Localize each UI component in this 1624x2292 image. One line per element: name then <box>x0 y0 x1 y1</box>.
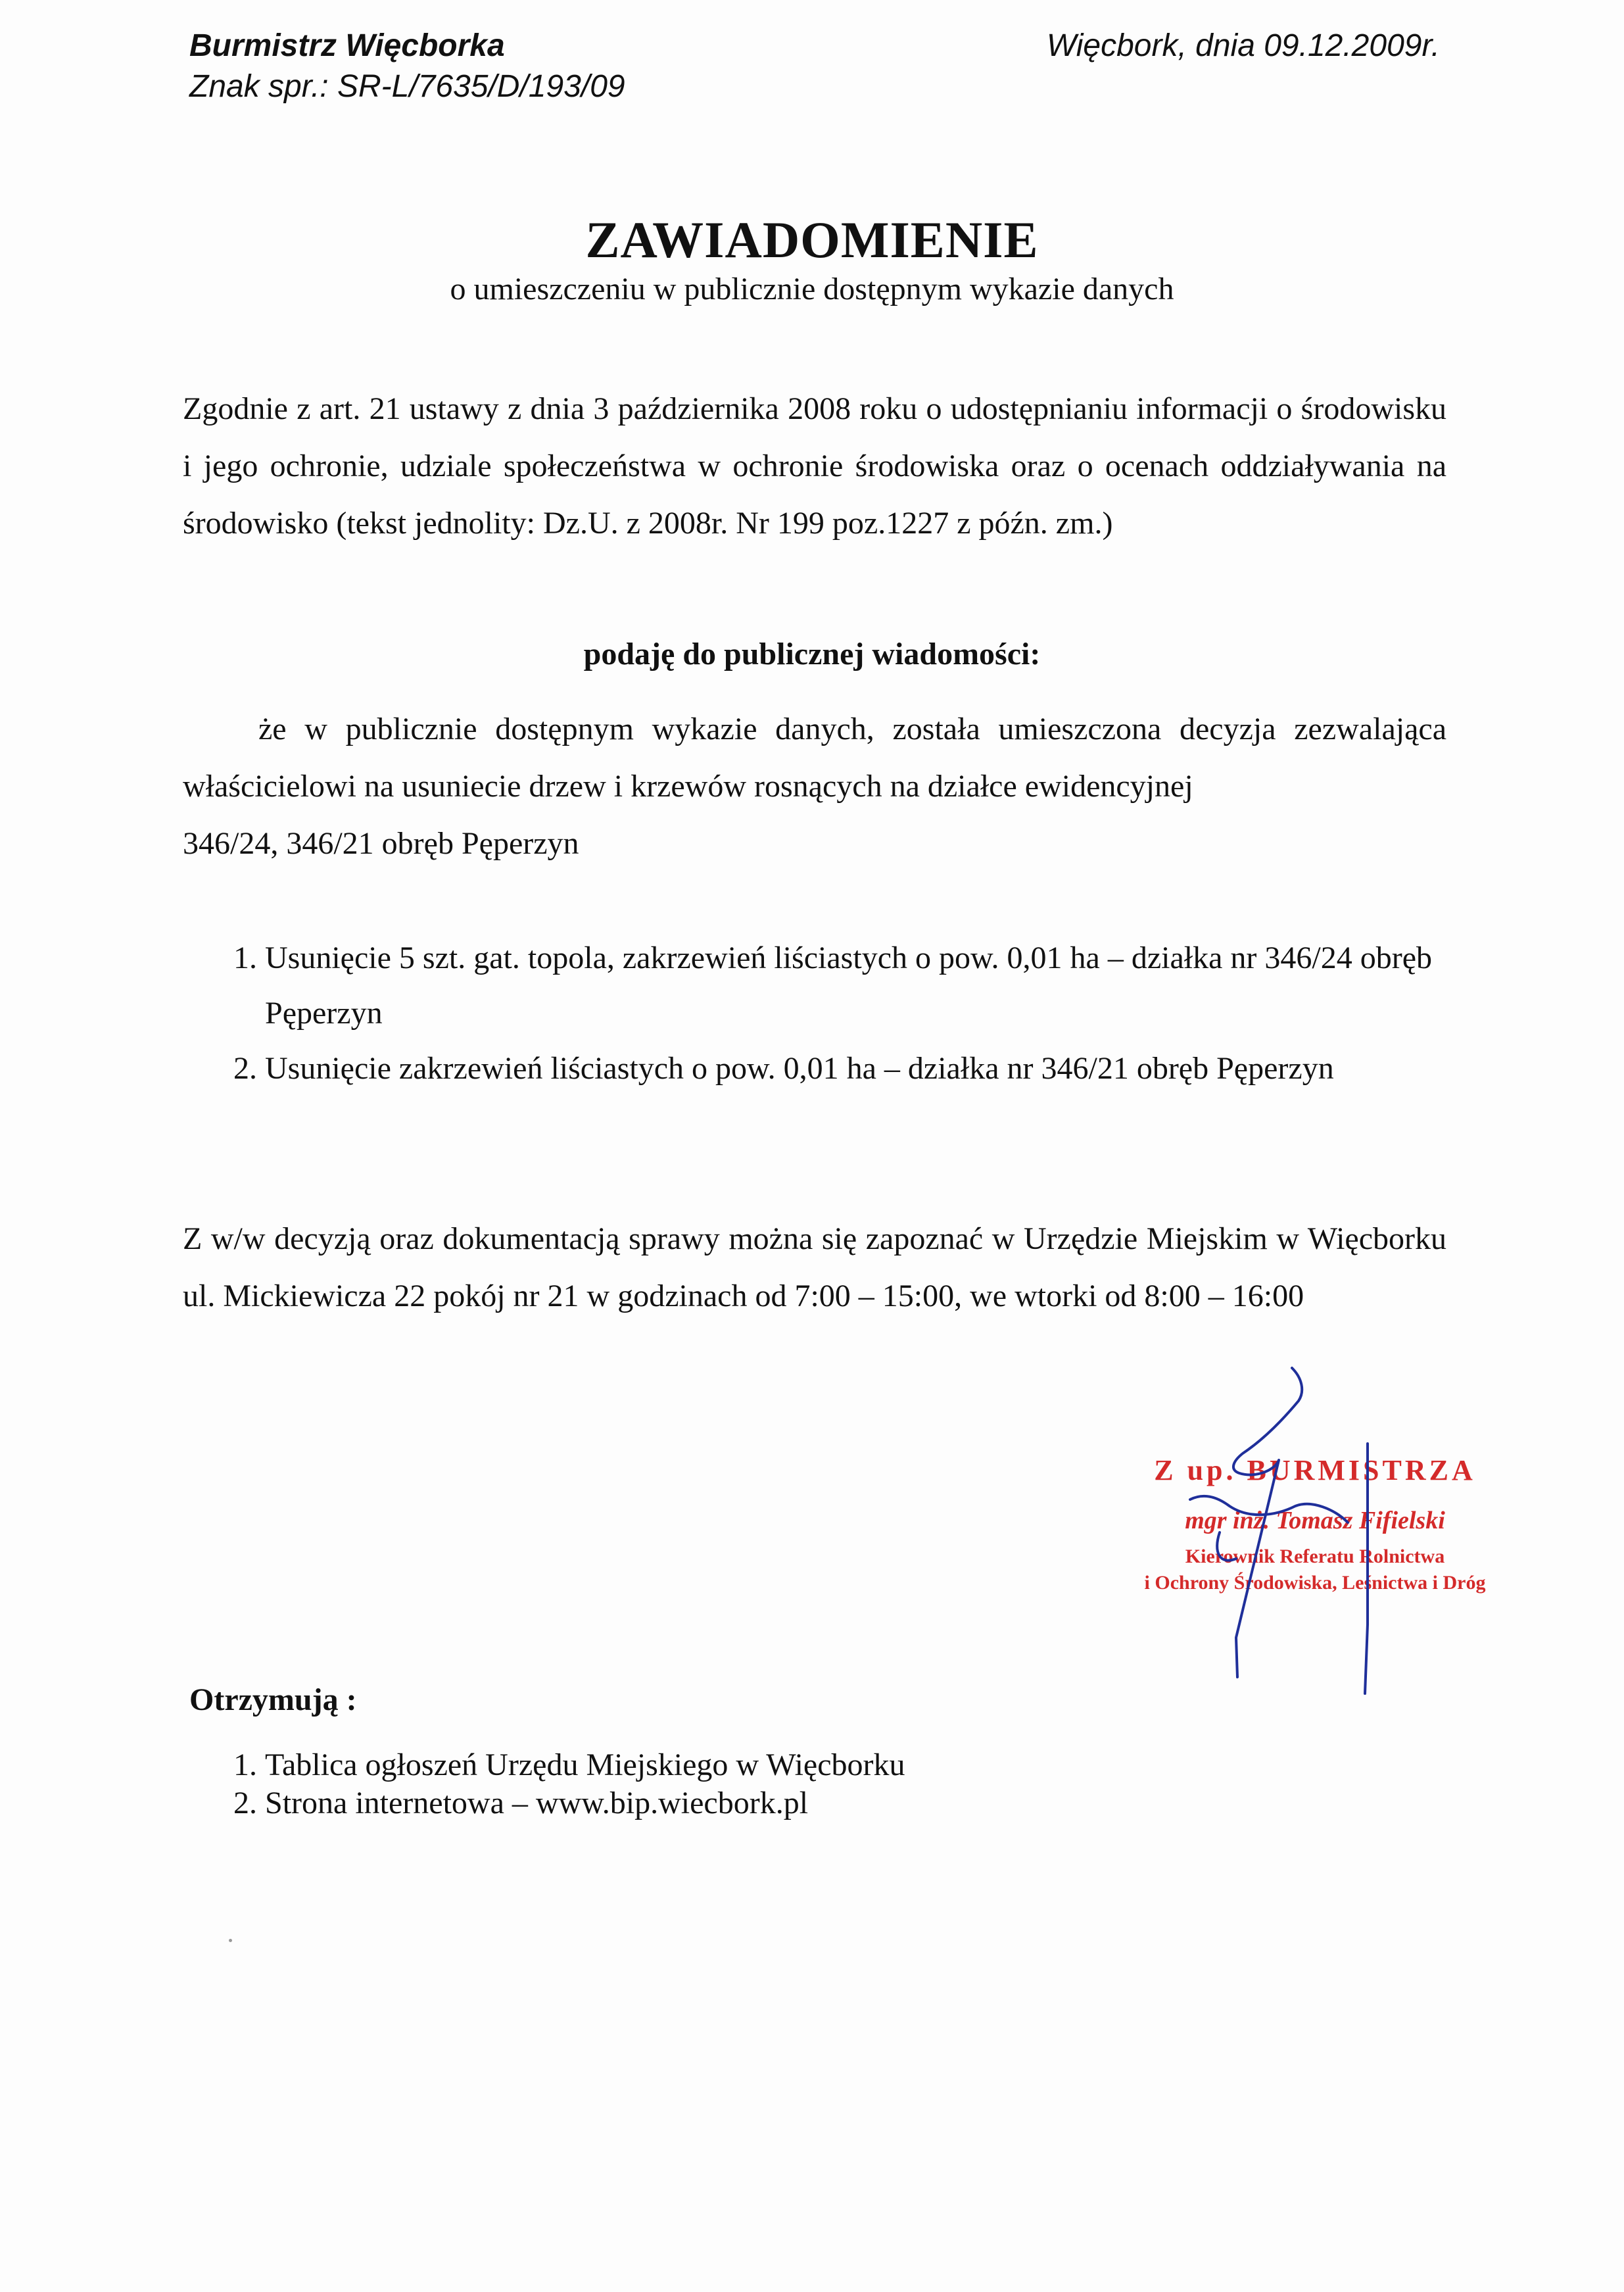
list-item-text: Usunięcie 5 szt. gat. topola, zakrzewień liściastych o pow. 0,01 ha – działka nr 346/24 obręb Pęperzyn <box>265 940 1433 1031</box>
decision-line-3: 346/24, 346/21 obręb Pęperzyn <box>183 826 579 861</box>
list-item-text: Strona internetowa – www.bip.wiecbork.pl <box>265 1786 809 1820</box>
list-item-text: Usunięcie zakrzewień liściastych o pow. 0,01 ha – działka nr 346/21 obręb Pęperzyn <box>265 1051 1334 1086</box>
list-item-number: 2. <box>233 1051 257 1086</box>
handwritten-signature <box>1118 1361 1512 1703</box>
list-item-number: 2. <box>233 1786 257 1820</box>
official-stamp <box>1118 1361 1512 1703</box>
stamp-line-4: i Ochrony Środowiska, Leśnictwa i Dróg <box>1144 1572 1486 1594</box>
stamp-line-2: mgr inż. Tomasz Fifielski <box>1185 1507 1445 1534</box>
decision-line-2: właścicielowi na usuniecie drzew i krzewów rosnących na działce ewidencyjnej <box>183 769 1193 804</box>
legal-basis-paragraph: Zgodnie z art. 21 ustawy z dnia 3 października 2008 roku o udostępnianiu informacji o środowisku i jego ochronie, udziale społeczeństwa w ochronie środowiska oraz o ocenach oddziaływania na środowisko (tekst jednolity: Dz.U. z 2008r. Nr 199 poz.1227 z późn. zm.) <box>183 391 1446 541</box>
list-item-number: 1. <box>233 940 257 975</box>
issuer-name: Burmistrz Więcborka <box>189 28 505 63</box>
stamp-line-3: Kierownik Referatu Rolnictwa <box>1185 1546 1445 1567</box>
recipients-list <box>233 1746 905 1822</box>
document-subtitle: o umieszczeniu w publicznie dostępnym wykazie danych <box>450 272 1174 306</box>
list-item <box>233 931 1446 1041</box>
list-item <box>233 1746 905 1784</box>
case-number: Znak spr.: SR-L/7635/D/193/09 <box>189 69 625 104</box>
contact-paragraph: Z w/w decyzją oraz dokumentacją sprawy można się zapoznać w Urzędzie Miejskim w Więcborku ul. Mickiewicza 22 pokój nr 21 w godzinach od 7:00 – 15:00, we wtorki od 8:00 – 16:00 <box>183 1221 1446 1313</box>
place-and-date: Więcbork, dnia 09.12.2009r. <box>1046 28 1440 63</box>
decision-line-1: że w publicznie dostępnym wykazie danych, została umieszczona decyzja zezwalająca <box>258 712 1446 746</box>
list-item-number: 1. <box>233 1747 257 1782</box>
document-title: ZAWIADOMIENIE <box>585 211 1039 268</box>
stamp-line-1: Z up. BURMISTRZA <box>1154 1454 1476 1486</box>
list-item <box>233 1041 1446 1096</box>
decision-paragraph <box>183 700 1446 872</box>
list-item <box>233 1784 905 1822</box>
recipients-heading: Otrzymują : <box>189 1682 357 1717</box>
decision-items-list <box>233 931 1446 1096</box>
scan-speck <box>229 1939 232 1942</box>
list-item-text: Tablica ogłoszeń Urzędu Miejskiego w Więcborku <box>265 1747 905 1782</box>
announcement-heading: podaję do publicznej wiadomości: <box>583 637 1041 671</box>
